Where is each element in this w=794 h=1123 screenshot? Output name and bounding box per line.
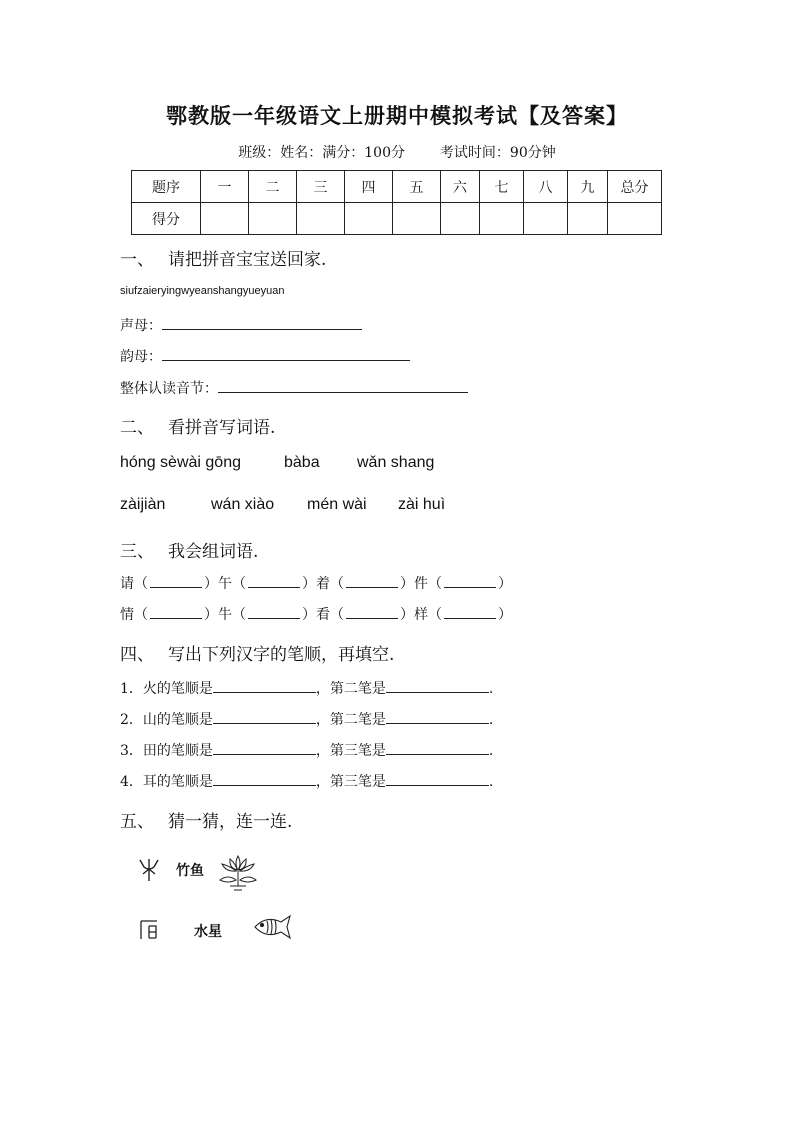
fish-icon — [252, 912, 294, 942]
char: 请 — [120, 576, 134, 592]
zhengti-answer-line[interactable] — [218, 378, 468, 393]
score-input-cell[interactable] — [524, 203, 568, 235]
section2-heading — [120, 413, 275, 438]
stroke-order-item — [120, 771, 493, 791]
class-name-info: 班级：姓名：满分：100分 — [238, 145, 405, 161]
paren: ） — [400, 576, 414, 592]
pinyin-word: bàba — [284, 454, 320, 471]
score-row-label: 得分 — [132, 203, 201, 235]
paren: ） — [302, 607, 316, 623]
lotus-flower-icon — [216, 850, 260, 892]
ancient-glyph-icon — [138, 918, 160, 942]
section5-title: 猜一猜，连一连. — [168, 812, 293, 832]
section1-title: 请把拼音宝宝送回家. — [168, 250, 327, 270]
score-header-cell: 三 — [297, 171, 345, 203]
yunmu-answer-line[interactable] — [162, 346, 410, 361]
score-input-cell[interactable] — [608, 203, 662, 235]
item-prefix: 4．耳的笔顺是 — [120, 774, 213, 790]
item-mid: ，第二笔是 — [315, 681, 386, 697]
char: 情 — [120, 607, 134, 623]
item-end: . — [488, 774, 494, 790]
exam-time-info: 考试时间：90分钟 — [439, 145, 556, 161]
paren: （ — [134, 607, 148, 623]
score-header-cell: 二 — [249, 171, 297, 203]
blank[interactable] — [248, 606, 300, 619]
paren: （ — [428, 576, 442, 592]
paren: （ — [428, 607, 442, 623]
score-header-cell: 四 — [345, 171, 393, 203]
score-header-cell: 六 — [441, 171, 480, 203]
section2-title: 看拼音写词语. — [168, 418, 276, 438]
score-input-cell[interactable] — [249, 203, 297, 235]
char: 午 — [218, 576, 232, 592]
blank[interactable] — [444, 606, 496, 619]
item-prefix: 2．山的笔顺是 — [120, 712, 213, 728]
paren: ） — [498, 576, 512, 592]
item-prefix: 3．田的笔顺是 — [120, 743, 213, 759]
paren: ） — [400, 607, 414, 623]
item-end: . — [488, 743, 494, 759]
item-prefix: 1．火的笔顺是 — [120, 681, 213, 697]
paren: ） — [204, 607, 218, 623]
section4-heading — [120, 640, 394, 665]
char: 样 — [414, 607, 428, 623]
char: 件 — [414, 576, 428, 592]
exam-info — [0, 142, 794, 162]
score-header-cell: 九 — [568, 171, 608, 203]
score-input-cell[interactable] — [297, 203, 345, 235]
answer-line[interactable] — [213, 678, 316, 693]
pinyin-word: zàijiàn — [120, 496, 166, 513]
score-input-cell[interactable] — [393, 203, 441, 235]
pinyin-word: wán xiào — [211, 496, 275, 513]
shengmu-row — [120, 315, 362, 335]
bamboo-glyph-icon — [138, 857, 160, 883]
section5-heading — [120, 807, 292, 832]
pinyin-word: hóng sèwài gōng — [120, 454, 241, 471]
section4-title: 写出下列汉字的笔顺，再填空. — [168, 645, 395, 665]
section2-number: 二、 — [120, 418, 154, 438]
score-header-cell: 七 — [480, 171, 524, 203]
blank[interactable] — [150, 575, 202, 588]
section3-title: 我会组词语. — [168, 542, 259, 562]
yunmu-label: 韵母： — [120, 349, 162, 365]
char: 牛 — [218, 607, 232, 623]
zhengti-row — [120, 378, 468, 398]
pinyin-word: wǎn shang — [357, 454, 435, 471]
paren: ） — [302, 576, 316, 592]
score-input-cell[interactable] — [345, 203, 393, 235]
shengmu-label: 声母： — [120, 318, 162, 334]
item-mid: ，第三笔是 — [315, 743, 386, 759]
paren: （ — [330, 607, 344, 623]
score-input-cell[interactable] — [480, 203, 524, 235]
section4-number: 四、 — [120, 645, 154, 665]
item-mid: ，第二笔是 — [315, 712, 386, 728]
score-header-cell: 五 — [393, 171, 441, 203]
zhengti-label: 整体认读音节： — [120, 381, 218, 397]
char: 看 — [316, 607, 330, 623]
page-title: 鄂教版一年级语文上册期中模拟考试【及答案】 — [166, 103, 628, 128]
blank[interactable] — [346, 606, 398, 619]
word-group-row — [120, 604, 512, 624]
riddle-label-1: 竹鱼 — [176, 862, 204, 878]
blank[interactable] — [150, 606, 202, 619]
stroke-order-item — [120, 709, 493, 729]
blank[interactable] — [346, 575, 398, 588]
item-end: . — [488, 681, 494, 697]
stroke-order-item — [120, 678, 493, 698]
answer-line[interactable] — [386, 709, 489, 724]
score-header-cell: 总分 — [608, 171, 662, 203]
answer-line[interactable] — [213, 771, 316, 786]
score-table-header-row — [132, 171, 662, 203]
pinyin-word: mén wài — [307, 496, 367, 513]
score-header-cell: 八 — [524, 171, 568, 203]
pinyin-word: zài huì — [398, 496, 446, 513]
section5-number: 五、 — [120, 812, 154, 832]
answer-line[interactable] — [213, 709, 316, 724]
blank[interactable] — [248, 575, 300, 588]
score-input-cell[interactable] — [201, 203, 249, 235]
section1-number: 一、 — [120, 250, 154, 270]
score-header-cell: 一 — [201, 171, 249, 203]
paren: ） — [204, 576, 218, 592]
score-table — [131, 170, 662, 235]
score-input-cell[interactable] — [568, 203, 608, 235]
yunmu-row — [120, 346, 410, 366]
item-end: . — [488, 712, 494, 728]
shengmu-answer-line[interactable] — [162, 315, 362, 330]
score-header-cell: 题序 — [132, 171, 201, 203]
answer-line[interactable] — [386, 740, 489, 755]
paren: （ — [232, 607, 246, 623]
answer-line[interactable] — [386, 678, 489, 693]
answer-line[interactable] — [386, 771, 489, 786]
blank[interactable] — [444, 575, 496, 588]
section3-number: 三、 — [120, 542, 154, 562]
paren: （ — [330, 576, 344, 592]
paren: ） — [498, 607, 512, 623]
score-input-cell[interactable] — [441, 203, 480, 235]
answer-line[interactable] — [213, 740, 316, 755]
riddle-label-2: 水星 — [194, 923, 222, 939]
stroke-order-item — [120, 740, 493, 760]
char: 着 — [316, 576, 330, 592]
score-table-score-row — [132, 203, 662, 235]
section1-heading — [120, 245, 326, 270]
item-mid: ，第三笔是 — [315, 774, 386, 790]
section3-heading — [120, 537, 258, 562]
paren: （ — [134, 576, 148, 592]
word-group-row — [120, 573, 512, 593]
paren: （ — [232, 576, 246, 592]
pinyin-letters: siufzaieryingwyeanshangyueyuan — [120, 285, 285, 297]
